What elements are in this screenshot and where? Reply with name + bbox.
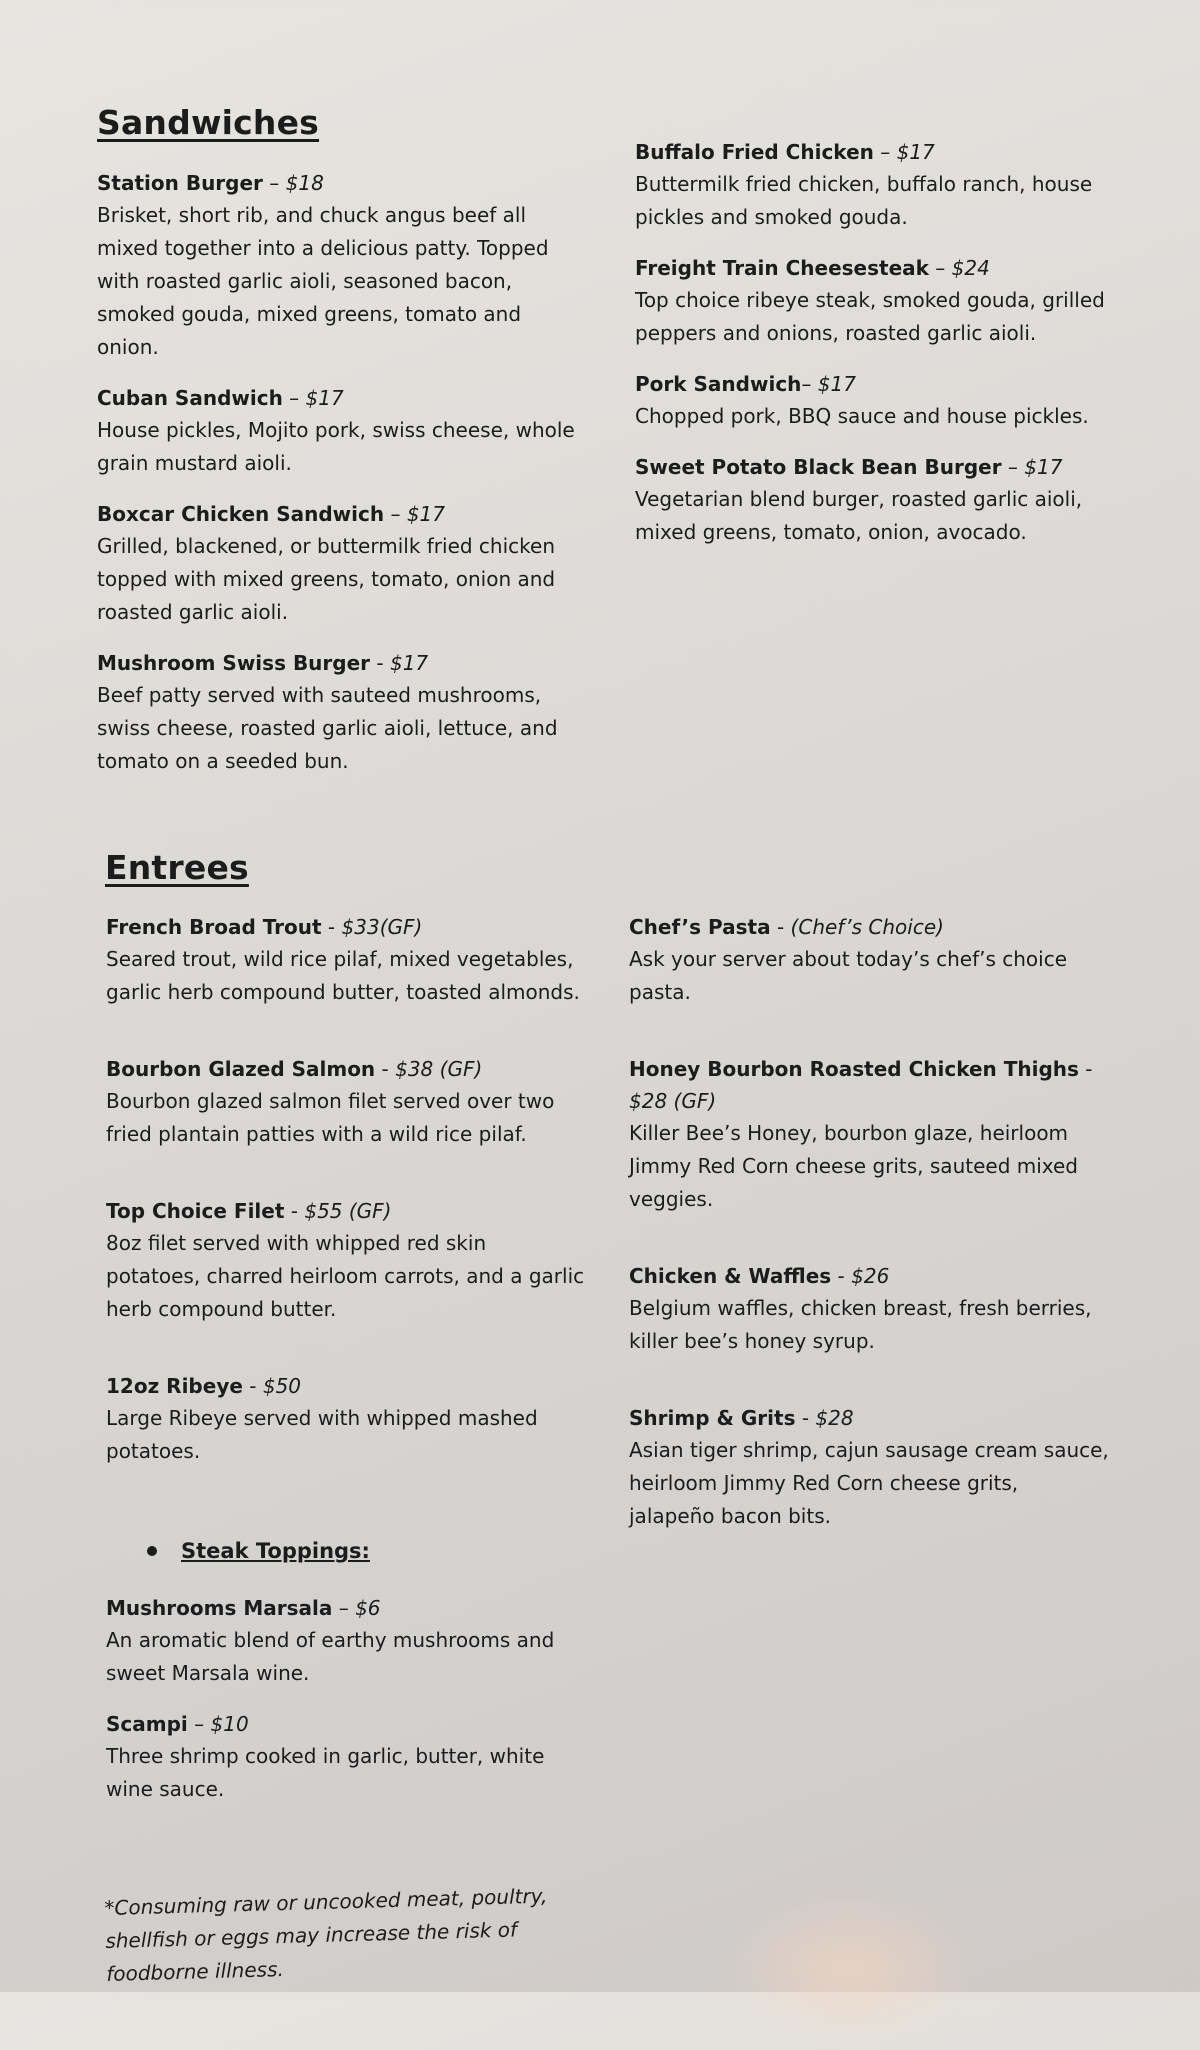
item-separator: - xyxy=(831,1264,852,1288)
item-note: (Chef’s Choice) xyxy=(790,915,944,939)
topping-item xyxy=(106,1708,586,1806)
item-description: Killer Bee’s Honey, bourbon glaze, heirloom Jimmy Red Corn cheese grits, sauteed mixed veggies. xyxy=(629,1121,1079,1211)
topping-item xyxy=(106,1592,586,1690)
item-price: $10 xyxy=(210,1712,249,1736)
item-separator: - xyxy=(370,651,390,675)
item-description: Ask your server about today’s chef’s choice pasta. xyxy=(629,947,1068,1004)
item-separator: - xyxy=(321,915,342,939)
item-name: 12oz Ribeye xyxy=(106,1374,243,1398)
item-price: $28 (GF) xyxy=(629,1089,717,1113)
item-name: Pork Sandwich xyxy=(635,372,802,396)
item-name: Scampi xyxy=(106,1712,188,1736)
menu-item xyxy=(629,1402,1109,1533)
menu-item xyxy=(629,1260,1109,1358)
item-name: Chicken & Waffles xyxy=(629,1264,832,1288)
item-name: French Broad Trout xyxy=(106,915,322,939)
item-separator: - xyxy=(1078,1057,1093,1081)
item-name: Chef’s Pasta xyxy=(629,915,771,939)
light-glare xyxy=(720,1890,980,2050)
item-name: Station Burger xyxy=(97,171,263,195)
sandwiches-left-column xyxy=(97,167,577,796)
item-description: Brisket, short rib, and chuck angus beef all mixed together into a delicious patty. Topped with roasted garlic aioli, seasoned bacon, smoked gouda, mixed greens, tomato and onion. xyxy=(97,203,549,359)
item-name: Top Choice Filet xyxy=(106,1199,285,1223)
item-description: Vegetarian blend burger, roasted garlic aioli, mixed greens, tomato, onion, avocado. xyxy=(635,487,1083,544)
item-price: $26 xyxy=(851,1264,890,1288)
item-price: $24 xyxy=(951,256,990,280)
item-price: $17 xyxy=(896,140,935,164)
item-separator: - xyxy=(375,1057,396,1081)
menu-item xyxy=(106,1053,586,1151)
item-separator: – xyxy=(262,171,286,195)
item-name: Mushrooms Marsala xyxy=(106,1596,333,1620)
item-name: Sweet Potato Black Bean Burger xyxy=(635,455,1002,479)
item-description: Grilled, blackened, or buttermilk fried chicken topped with mixed greens, tomato, onion and roasted garlic aioli. xyxy=(97,534,556,624)
item-name: Buffalo Fried Chicken xyxy=(635,140,874,164)
item-separator: - xyxy=(284,1199,305,1223)
item-description: Large Ribeye served with whipped mashed potatoes. xyxy=(106,1406,538,1463)
item-price: $18 xyxy=(285,171,324,195)
item-price: $17 xyxy=(305,386,344,410)
sandwiches-right-column xyxy=(635,136,1115,567)
item-description: Bourbon glazed salmon filet served over two fried plantain patties with a wild rice pilaf. xyxy=(106,1089,555,1146)
menu-item xyxy=(97,382,577,480)
item-description: An aromatic blend of earthy mushrooms and sweet Marsala wine. xyxy=(106,1628,555,1685)
item-description: House pickles, Mojito pork, swiss cheese, whole grain mustard aioli. xyxy=(97,418,575,475)
item-name: Mushroom Swiss Burger xyxy=(97,651,371,675)
food-safety-disclaimer: *Consuming raw or uncooked meat, poultry, shellfish or eggs may increase the risk of foodborne illness. xyxy=(104,1883,548,1986)
item-price: $17 xyxy=(406,502,446,526)
item-price: $33(GF) xyxy=(341,915,423,939)
item-separator: – xyxy=(282,386,306,410)
item-description: Asian tiger shrimp, cajun sausage cream sauce, heirloom Jimmy Red Corn cheese grits, jalapeño bacon bits. xyxy=(629,1438,1109,1528)
item-separator: – xyxy=(384,502,407,526)
item-price: $38 (GF) xyxy=(395,1057,483,1081)
steak-toppings-text: Steak Toppings: xyxy=(181,1539,370,1563)
entrees-heading: Entrees xyxy=(105,848,249,887)
item-description: Chopped pork, BBQ sauce and house pickles. xyxy=(635,404,1089,428)
item-price: $50 xyxy=(262,1374,302,1398)
item-description: Beef patty served with sauteed mushrooms, swiss cheese, roasted garlic aioli, lettuce, and tomato on a seeded bun. xyxy=(97,683,558,773)
menu-item xyxy=(635,136,1115,234)
item-price: $28 xyxy=(815,1406,854,1430)
item-name: Freight Train Cheesesteak xyxy=(635,256,929,280)
item-name: Honey Bourbon Roasted Chicken Thighs xyxy=(629,1057,1079,1081)
menu-item xyxy=(635,451,1115,549)
item-name: Cuban Sandwich xyxy=(97,386,283,410)
item-description: Three shrimp cooked in garlic, butter, white wine sauce. xyxy=(106,1744,545,1801)
item-separator: – xyxy=(187,1712,211,1736)
item-description: Buttermilk fried chicken, buffalo ranch, house pickles and smoked gouda. xyxy=(635,172,1093,229)
menu-item xyxy=(97,498,577,629)
entrees-left-column xyxy=(106,911,586,1486)
item-separator: – xyxy=(332,1596,356,1620)
menu-item xyxy=(97,647,577,778)
menu-item xyxy=(635,368,1115,433)
item-description: 8oz filet served with whipped red skin potatoes, charred heirloom carrots, and a garlic herb compound butter. xyxy=(106,1231,585,1321)
item-name: Shrimp & Grits xyxy=(629,1406,796,1430)
item-price: $17 xyxy=(1024,455,1063,479)
steak-toppings-list xyxy=(106,1592,586,1824)
item-name: Boxcar Chicken Sandwich xyxy=(97,502,385,526)
bullet-icon xyxy=(147,1546,157,1556)
item-description: Top choice ribeye steak, smoked gouda, grilled peppers and onions, roasted garlic aioli. xyxy=(635,288,1105,345)
item-separator: - xyxy=(795,1406,816,1430)
sandwiches-heading: Sandwiches xyxy=(97,103,320,142)
menu-item xyxy=(629,911,1109,1009)
menu-item xyxy=(97,167,577,364)
item-separator: – xyxy=(801,372,818,396)
item-name: Bourbon Glazed Salmon xyxy=(106,1057,376,1081)
menu-item xyxy=(635,252,1115,350)
menu-item xyxy=(106,1195,586,1326)
menu-item xyxy=(106,1370,586,1468)
item-separator: – xyxy=(873,140,897,164)
menu-item xyxy=(106,911,586,1009)
entrees-right-column xyxy=(629,911,1109,1551)
item-separator: – xyxy=(928,256,952,280)
item-separator: – xyxy=(1001,455,1025,479)
item-price: $55 (GF) xyxy=(304,1199,392,1223)
item-price: $6 xyxy=(355,1596,381,1620)
item-price: $17 xyxy=(817,372,856,396)
item-description: Belgium waffles, chicken breast, fresh berries, killer bee’s honey syrup. xyxy=(629,1296,1092,1353)
steak-toppings-label xyxy=(147,1534,370,1567)
item-description: Seared trout, wild rice pilaf, mixed vegetables, garlic herb compound butter, toasted almonds. xyxy=(106,947,580,1004)
item-price: $17 xyxy=(389,651,429,675)
menu-item xyxy=(629,1053,1109,1216)
item-separator: - xyxy=(770,915,791,939)
item-separator: - xyxy=(242,1374,263,1398)
